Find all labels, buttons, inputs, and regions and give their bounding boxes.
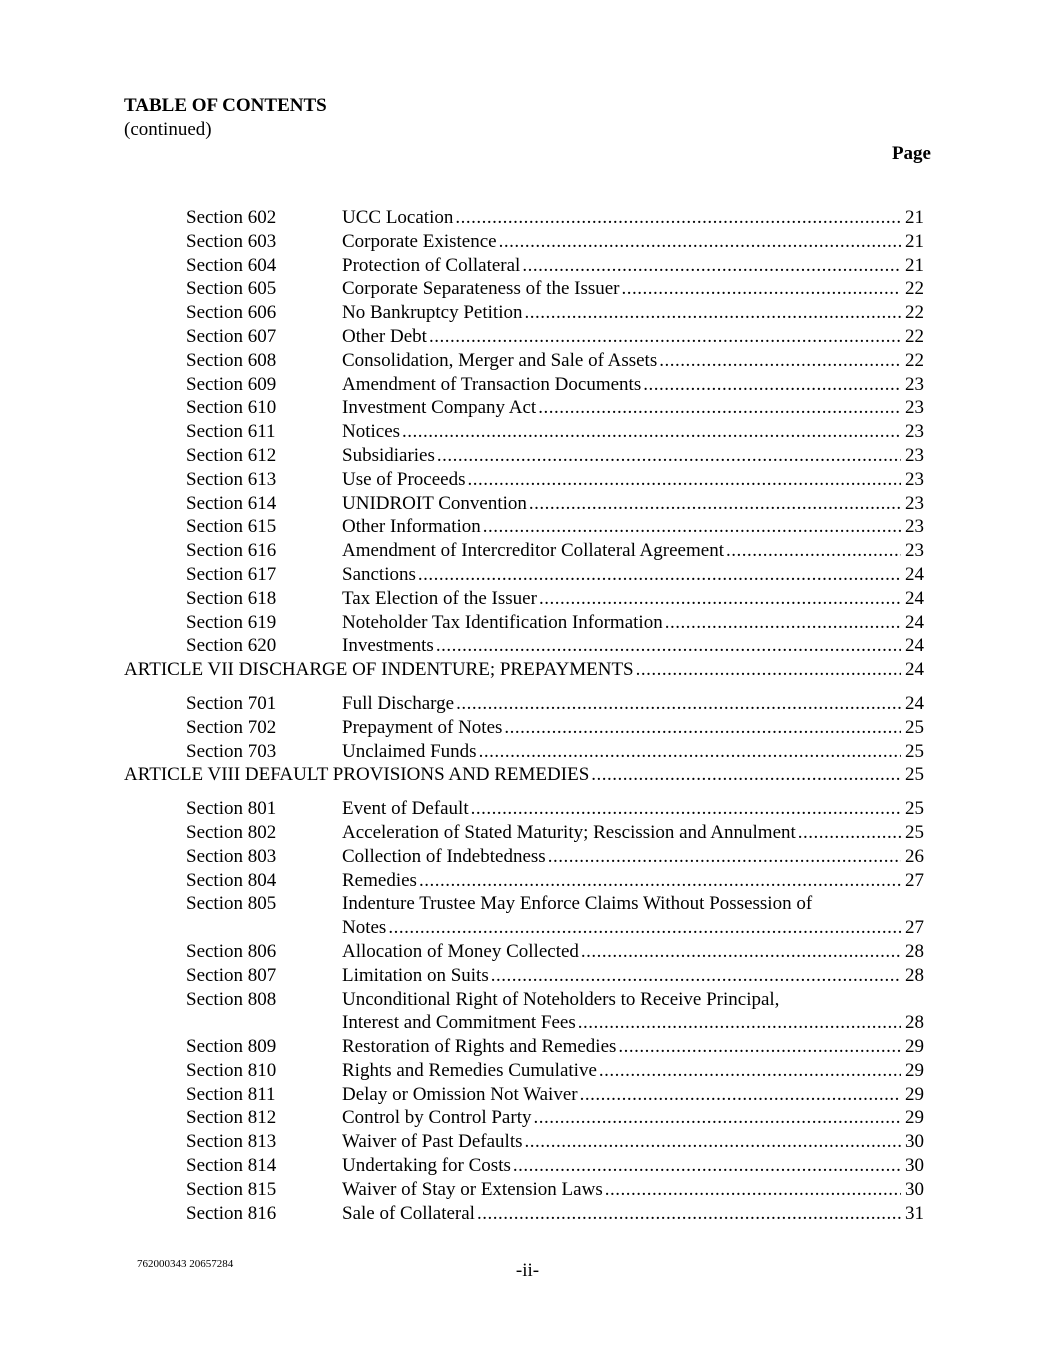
dot-leader	[504, 716, 901, 740]
toc-section-entry[interactable]	[0, 1202, 1055, 1226]
section-page: 22	[905, 349, 924, 371]
section-page: 25	[905, 821, 924, 843]
toc-section-entry[interactable]	[0, 492, 1055, 516]
toc-title: TABLE OF CONTENTS	[124, 95, 327, 116]
section-number: Section 813	[186, 1131, 277, 1153]
toc-section-entry[interactable]	[0, 892, 1055, 916]
dot-leader	[467, 468, 901, 492]
dot-leader	[538, 396, 901, 420]
dot-leader	[665, 611, 901, 635]
section-page: 22	[905, 325, 924, 347]
dot-leader	[471, 797, 901, 821]
section-title: Investments	[342, 635, 434, 657]
section-number: Section 617	[186, 563, 277, 585]
section-number: Section 702	[186, 716, 277, 738]
section-page: 25	[905, 716, 924, 738]
dot-leader	[402, 420, 901, 444]
section-title: Notices	[342, 421, 401, 443]
document-id: 762000343 20657284	[137, 1258, 234, 1270]
section-title: Unconditional Right of Noteholders to Receive Principal,	[342, 988, 780, 1010]
dot-leader	[499, 230, 901, 254]
section-number: Section 811	[186, 1083, 276, 1105]
toc-section-entry[interactable]	[0, 1035, 1055, 1059]
toc-section-entry[interactable]	[0, 1059, 1055, 1083]
page-column-label: Page	[891, 143, 931, 164]
section-number: Section 615	[186, 516, 277, 538]
section-number: Section 703	[186, 740, 277, 762]
section-page: 23	[905, 516, 924, 538]
section-page: 22	[905, 278, 924, 300]
section-title: No Bankruptcy Petition	[342, 302, 523, 324]
toc-section-entry[interactable]	[0, 1178, 1055, 1202]
section-title: Other Debt	[342, 325, 427, 347]
section-number: Section 613	[186, 468, 277, 490]
dot-leader	[513, 1154, 901, 1178]
section-number: Section 805	[186, 893, 277, 915]
section-page: 30	[905, 1131, 924, 1153]
toc-section-entry[interactable]	[0, 869, 1055, 893]
section-title-continued: Interest and Commitment Fees	[342, 1012, 576, 1034]
toc-section-entry[interactable]	[0, 349, 1055, 373]
section-page: 23	[905, 444, 924, 466]
toc-section-entry[interactable]	[0, 1083, 1055, 1107]
toc-subtitle: (continued)	[124, 119, 212, 140]
toc-section-entry[interactable]	[0, 206, 1055, 230]
dot-leader	[580, 1083, 901, 1107]
section-number: Section 701	[186, 692, 277, 714]
toc-article-entry[interactable]	[0, 658, 1055, 682]
dot-leader	[605, 1178, 901, 1202]
dot-leader	[419, 869, 901, 893]
section-title: Acceleration of Stated Maturity; Rescission and Annulment	[342, 821, 796, 843]
section-number: Section 611	[186, 421, 276, 443]
section-title: Unclaimed Funds	[342, 740, 477, 762]
section-title: Full Discharge	[342, 692, 455, 714]
dot-leader	[643, 373, 901, 397]
toc-section-entry[interactable]	[0, 797, 1055, 821]
section-number: Section 802	[186, 821, 277, 843]
section-title: Use of Proceeds	[342, 468, 466, 490]
section-page: 23	[905, 397, 924, 419]
section-title: Amendment of Transaction Documents	[342, 373, 642, 395]
section-title: Prepayment of Notes	[342, 716, 503, 738]
section-page: 24	[905, 587, 924, 609]
toc-section-entry[interactable]	[0, 740, 1055, 764]
toc-section-entry[interactable]	[0, 563, 1055, 587]
toc-section-entry[interactable]	[0, 611, 1055, 635]
section-number: Section 812	[186, 1107, 277, 1129]
section-number: Section 614	[186, 492, 277, 514]
dot-leader	[548, 845, 901, 869]
toc-section-entry[interactable]	[0, 468, 1055, 492]
section-title: UNIDROIT Convention	[342, 492, 527, 514]
section-title: Restoration of Rights and Remedies	[342, 1036, 617, 1058]
toc-section-entry[interactable]	[0, 940, 1055, 964]
dot-leader	[479, 740, 901, 764]
section-title: Waiver of Past Defaults	[342, 1131, 523, 1153]
section-number: Section 606	[186, 302, 277, 324]
dot-leader	[726, 539, 901, 563]
toc-section-entry-continued[interactable]	[0, 1011, 1055, 1035]
section-title-continued: Notes	[342, 917, 387, 939]
dot-leader	[636, 658, 901, 682]
section-number: Section 803	[186, 845, 277, 867]
section-number: Section 810	[186, 1059, 277, 1081]
toc-section-entry[interactable]	[0, 396, 1055, 420]
section-page: 21	[905, 207, 924, 228]
dot-leader	[529, 492, 901, 516]
section-page: 23	[905, 421, 924, 443]
section-title: Delay or Omission Not Waiver	[342, 1083, 578, 1105]
section-number: Section 804	[186, 869, 277, 891]
section-page: 21	[905, 230, 924, 252]
section-title: Investment Company Act	[342, 397, 537, 419]
section-number: Section 605	[186, 278, 277, 300]
toc-section-entry[interactable]	[0, 845, 1055, 869]
toc-section-entry-continued[interactable]	[0, 916, 1055, 940]
section-title: Rights and Remedies Cumulative	[342, 1059, 597, 1081]
toc-section-entry[interactable]	[0, 444, 1055, 468]
article-title: ARTICLE VII DISCHARGE OF INDENTURE; PREPAYMENTS	[124, 659, 634, 681]
section-page: 23	[905, 468, 924, 490]
dot-leader	[525, 1130, 902, 1154]
section-title: Undertaking for Costs	[342, 1155, 511, 1177]
toc-section-entry[interactable]	[0, 964, 1055, 988]
section-title: Other Information	[342, 516, 481, 538]
toc-section-entry[interactable]	[0, 539, 1055, 563]
section-number: Section 815	[186, 1178, 277, 1200]
toc-section-entry[interactable]	[0, 373, 1055, 397]
dot-leader	[539, 587, 901, 611]
section-title: Waiver of Stay or Extension Laws	[342, 1178, 603, 1200]
section-number: Section 604	[186, 254, 277, 276]
section-title: Tax Election of the Issuer	[342, 587, 537, 609]
toc-section-entry[interactable]	[0, 515, 1055, 539]
section-page: 23	[905, 373, 924, 395]
section-number: Section 608	[186, 349, 277, 371]
section-number: Section 610	[186, 397, 277, 419]
dot-leader	[581, 940, 901, 964]
section-title: Event of Default	[342, 798, 469, 820]
toc-section-entry[interactable]	[0, 692, 1055, 716]
dot-leader	[622, 277, 901, 301]
section-title: Sanctions	[342, 563, 416, 585]
section-page: 22	[905, 302, 924, 324]
dot-leader	[388, 916, 901, 940]
section-page: 28	[905, 940, 924, 962]
section-title: Allocation of Money Collected	[342, 940, 579, 962]
section-title: UCC Location	[342, 207, 454, 228]
dot-leader	[437, 444, 901, 468]
section-number: Section 607	[186, 325, 277, 347]
toc-section-entry[interactable]	[0, 634, 1055, 658]
section-number: Section 602	[186, 207, 277, 228]
section-number: Section 809	[186, 1036, 277, 1058]
toc-section-entry[interactable]	[0, 1106, 1055, 1130]
dot-leader	[483, 515, 901, 539]
section-number: Section 620	[186, 635, 277, 657]
section-page: 27	[905, 869, 924, 891]
section-title: Consolidation, Merger and Sale of Assets	[342, 349, 658, 371]
section-title: Collection of Indebtedness	[342, 845, 546, 867]
dot-leader	[456, 692, 901, 716]
article-page: 24	[905, 659, 924, 681]
section-page: 29	[905, 1107, 924, 1129]
toc-section-entry[interactable]	[0, 420, 1055, 444]
section-number: Section 609	[186, 373, 277, 395]
section-page: 24	[905, 635, 924, 657]
section-page: 25	[905, 740, 924, 762]
section-page: 25	[905, 798, 924, 820]
section-page: 24	[905, 692, 924, 714]
toc-section-entry[interactable]	[0, 277, 1055, 301]
section-page: 31	[905, 1202, 924, 1224]
section-title: Noteholder Tax Identification Information	[342, 611, 663, 633]
section-page: 28	[905, 964, 924, 986]
section-page: 29	[905, 1083, 924, 1105]
section-title: Corporate Separateness of the Issuer	[342, 278, 620, 300]
section-title: Protection of Collateral	[342, 254, 521, 276]
article-title: ARTICLE VIII DEFAULT PROVISIONS AND REMEDIES	[124, 764, 590, 786]
toc-section-entry[interactable]	[0, 1154, 1055, 1178]
dot-leader	[618, 1035, 901, 1059]
section-title: Control by Control Party	[342, 1107, 532, 1129]
section-number: Section 612	[186, 444, 277, 466]
section-page: 30	[905, 1178, 924, 1200]
toc-list	[0, 206, 1055, 1225]
toc-section-entry[interactable]	[0, 1130, 1055, 1154]
section-title: Limitation on Suits	[342, 964, 489, 986]
section-title: Amendment of Intercreditor Collateral Agreement	[342, 540, 724, 562]
section-number: Section 801	[186, 798, 277, 820]
dot-leader	[591, 763, 901, 787]
toc-article-entry[interactable]	[0, 763, 1055, 787]
dot-leader	[455, 206, 901, 230]
dot-leader	[798, 821, 901, 845]
dot-leader	[436, 634, 901, 658]
section-number: Section 618	[186, 587, 277, 609]
section-page: 28	[905, 1012, 924, 1034]
toc-section-entry[interactable]	[0, 301, 1055, 325]
dot-leader	[418, 563, 901, 587]
toc-section-entry[interactable]	[0, 230, 1055, 254]
section-page: 24	[905, 611, 924, 633]
section-number: Section 603	[186, 230, 277, 252]
section-title: Corporate Existence	[342, 230, 497, 252]
dot-leader	[491, 964, 901, 988]
dot-leader	[599, 1059, 901, 1083]
toc-section-entry[interactable]	[0, 821, 1055, 845]
section-number: Section 816	[186, 1202, 277, 1224]
section-number: Section 814	[186, 1155, 277, 1177]
section-page: 29	[905, 1036, 924, 1058]
section-page: 29	[905, 1059, 924, 1081]
article-page: 25	[905, 764, 924, 786]
section-page: 21	[905, 254, 924, 276]
toc-section-entry[interactable]	[0, 325, 1055, 349]
section-number: Section 807	[186, 964, 277, 986]
toc-section-entry[interactable]	[0, 587, 1055, 611]
section-title: Remedies	[342, 869, 417, 891]
toc-section-entry[interactable]	[0, 716, 1055, 740]
section-title: Subsidiaries	[342, 444, 435, 466]
dot-leader	[477, 1202, 901, 1226]
section-page: 26	[905, 845, 924, 867]
section-page: 27	[905, 917, 924, 939]
section-page: 30	[905, 1155, 924, 1177]
section-number: Section 616	[186, 540, 277, 562]
dot-leader	[429, 325, 901, 349]
toc-section-entry[interactable]	[0, 988, 1055, 1012]
section-number: Section 808	[186, 988, 277, 1010]
dot-leader	[522, 254, 901, 278]
section-title: Sale of Collateral	[342, 1202, 475, 1224]
section-title: Indenture Trustee May Enforce Claims Without Possession of	[342, 893, 813, 915]
section-number: Section 806	[186, 940, 277, 962]
dot-leader	[533, 1106, 901, 1130]
page-number: -ii-	[515, 1260, 540, 1281]
section-number: Section 619	[186, 611, 277, 633]
dot-leader	[659, 349, 901, 373]
dot-leader	[578, 1011, 901, 1035]
toc-section-entry[interactable]	[0, 254, 1055, 278]
section-page: 23	[905, 540, 924, 562]
dot-leader	[524, 301, 901, 325]
section-page: 23	[905, 492, 924, 514]
section-page: 24	[905, 563, 924, 585]
